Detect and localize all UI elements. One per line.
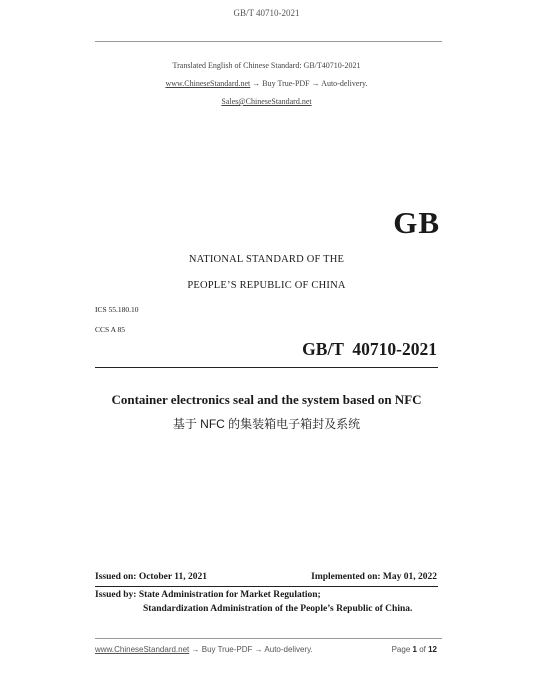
- implemented-date: Implemented on: May 01, 2022: [311, 572, 437, 582]
- ccs-code: CCS A 85: [95, 325, 126, 334]
- running-header: GB/T 40710-2021: [233, 8, 300, 18]
- issuer-line1: Issued by: State Administration for Market Regulation;: [95, 590, 321, 600]
- page-total: 12: [428, 645, 437, 654]
- banner-site-link[interactable]: www.ChineseStandard.net: [165, 79, 251, 88]
- banner-links: [0, 79, 533, 88]
- gb-logo: GB: [393, 205, 440, 240]
- footer-links: [95, 645, 313, 654]
- translation-notice: Translated English of Chinese Standard: GB/T40710-2021: [172, 61, 361, 70]
- ics-code: ICS 55.180.10: [95, 305, 139, 314]
- footer-buy-text: → Buy True-PDF → Auto-delivery.: [189, 645, 313, 654]
- footer-divider: [95, 638, 442, 639]
- issued-date: Issued on: October 11, 2021: [95, 572, 207, 582]
- page-label: Page: [391, 645, 411, 654]
- footer-site-link[interactable]: www.ChineseStandard.net: [95, 645, 190, 654]
- banner-email-row: [0, 97, 533, 106]
- standard-number: GB/T 40710-2021: [302, 339, 437, 359]
- page-indicator: [340, 645, 437, 654]
- title-divider: [95, 367, 438, 368]
- national-standard-line2: PEOPLE’S REPUBLIC OF CHINA: [187, 280, 346, 291]
- english-title: Container electronics seal and the system based on NFC: [111, 392, 422, 407]
- issuer-line2: Standardization Administration of the People’s Republic of China.: [143, 604, 413, 614]
- page-current: 1: [412, 645, 417, 654]
- banner-buy-text: → Buy True-PDF → Auto-delivery.: [252, 79, 368, 88]
- header-divider: [95, 41, 442, 42]
- sales-email-link[interactable]: Sales@ChineseStandard.net: [221, 97, 312, 106]
- page-of: of: [419, 645, 426, 654]
- national-standard-line1: NATIONAL STANDARD OF THE: [188, 254, 345, 265]
- chinese-title: 基于 NFC 的集装箱电子箱封及系统: [172, 417, 361, 431]
- dates-divider: [95, 586, 438, 587]
